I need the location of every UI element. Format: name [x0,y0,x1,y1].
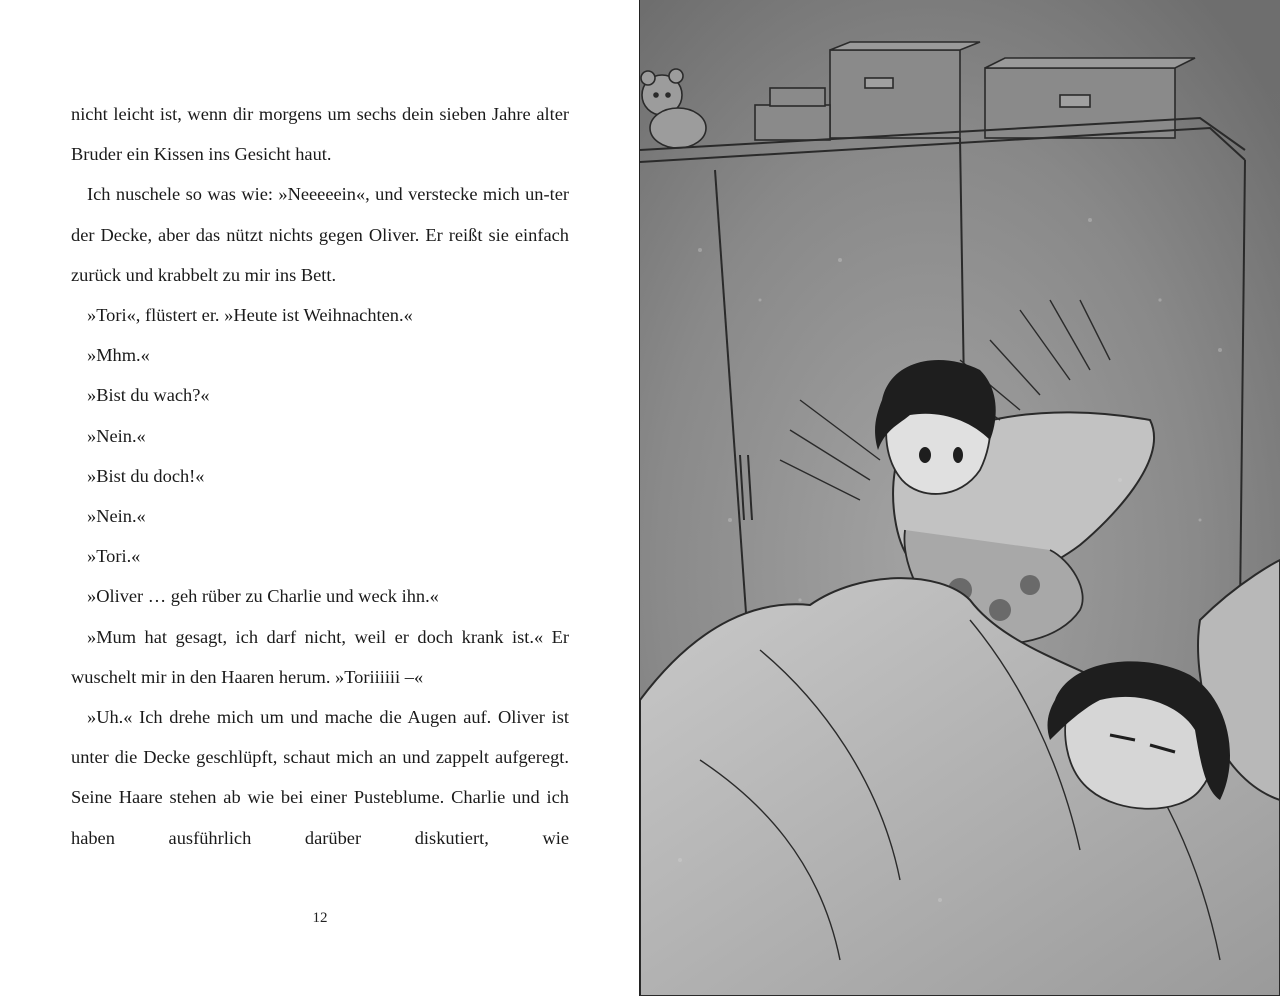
paragraph-5: »Bist du wach?« [87,385,210,406]
paragraph-6: »Nein.« [87,425,146,446]
illustration-page [640,0,1280,996]
paragraph-4: »Mhm.« [87,345,150,366]
page-text [71,94,569,858]
paragraph-7: »Bist du doch!« [87,465,205,486]
paragraph-2: Ich nuschele so was wie: »Neeeeein«, und verstecke mich un-ter der Decke, aber das nützt nichts gegen Oliver. Er reißt sie einfach zurück und krabbelt zu mir ins Bett. [71,184,569,285]
bedroom-illustration [640,0,1280,996]
paragraph-8: »Nein.« [87,506,146,527]
paragraph-3: »Tori«, flüstert er. »Heute ist Weihnachten.« [87,305,413,326]
paragraph-12: »Uh.« Ich drehe mich um und mache die Augen auf. Oliver ist unter die Decke geschlüpft, schaut mich an und zappelt aufgeregt. Seine Haare stehen ab wie bei einer Pusteblume. Charlie und ich haben ausführlich darüber diskutiert, wie [71,707,569,848]
paragraph-10: »Oliver … geh rüber zu Charlie und weck ihn.« [87,586,439,607]
page-number: 12 [312,910,328,926]
paragraph-1: nicht leicht ist, wenn dir morgens um sechs dein sieben Jahre alter Bruder ein Kissen ins Gesicht haut. [71,104,569,165]
paragraph-11: »Mum hat gesagt, ich darf nicht, weil er doch krank ist.« Er wuschelt mir in den Haaren herum. »Toriiiiii –« [71,626,569,687]
paragraph-9: »Tori.« [87,546,141,567]
